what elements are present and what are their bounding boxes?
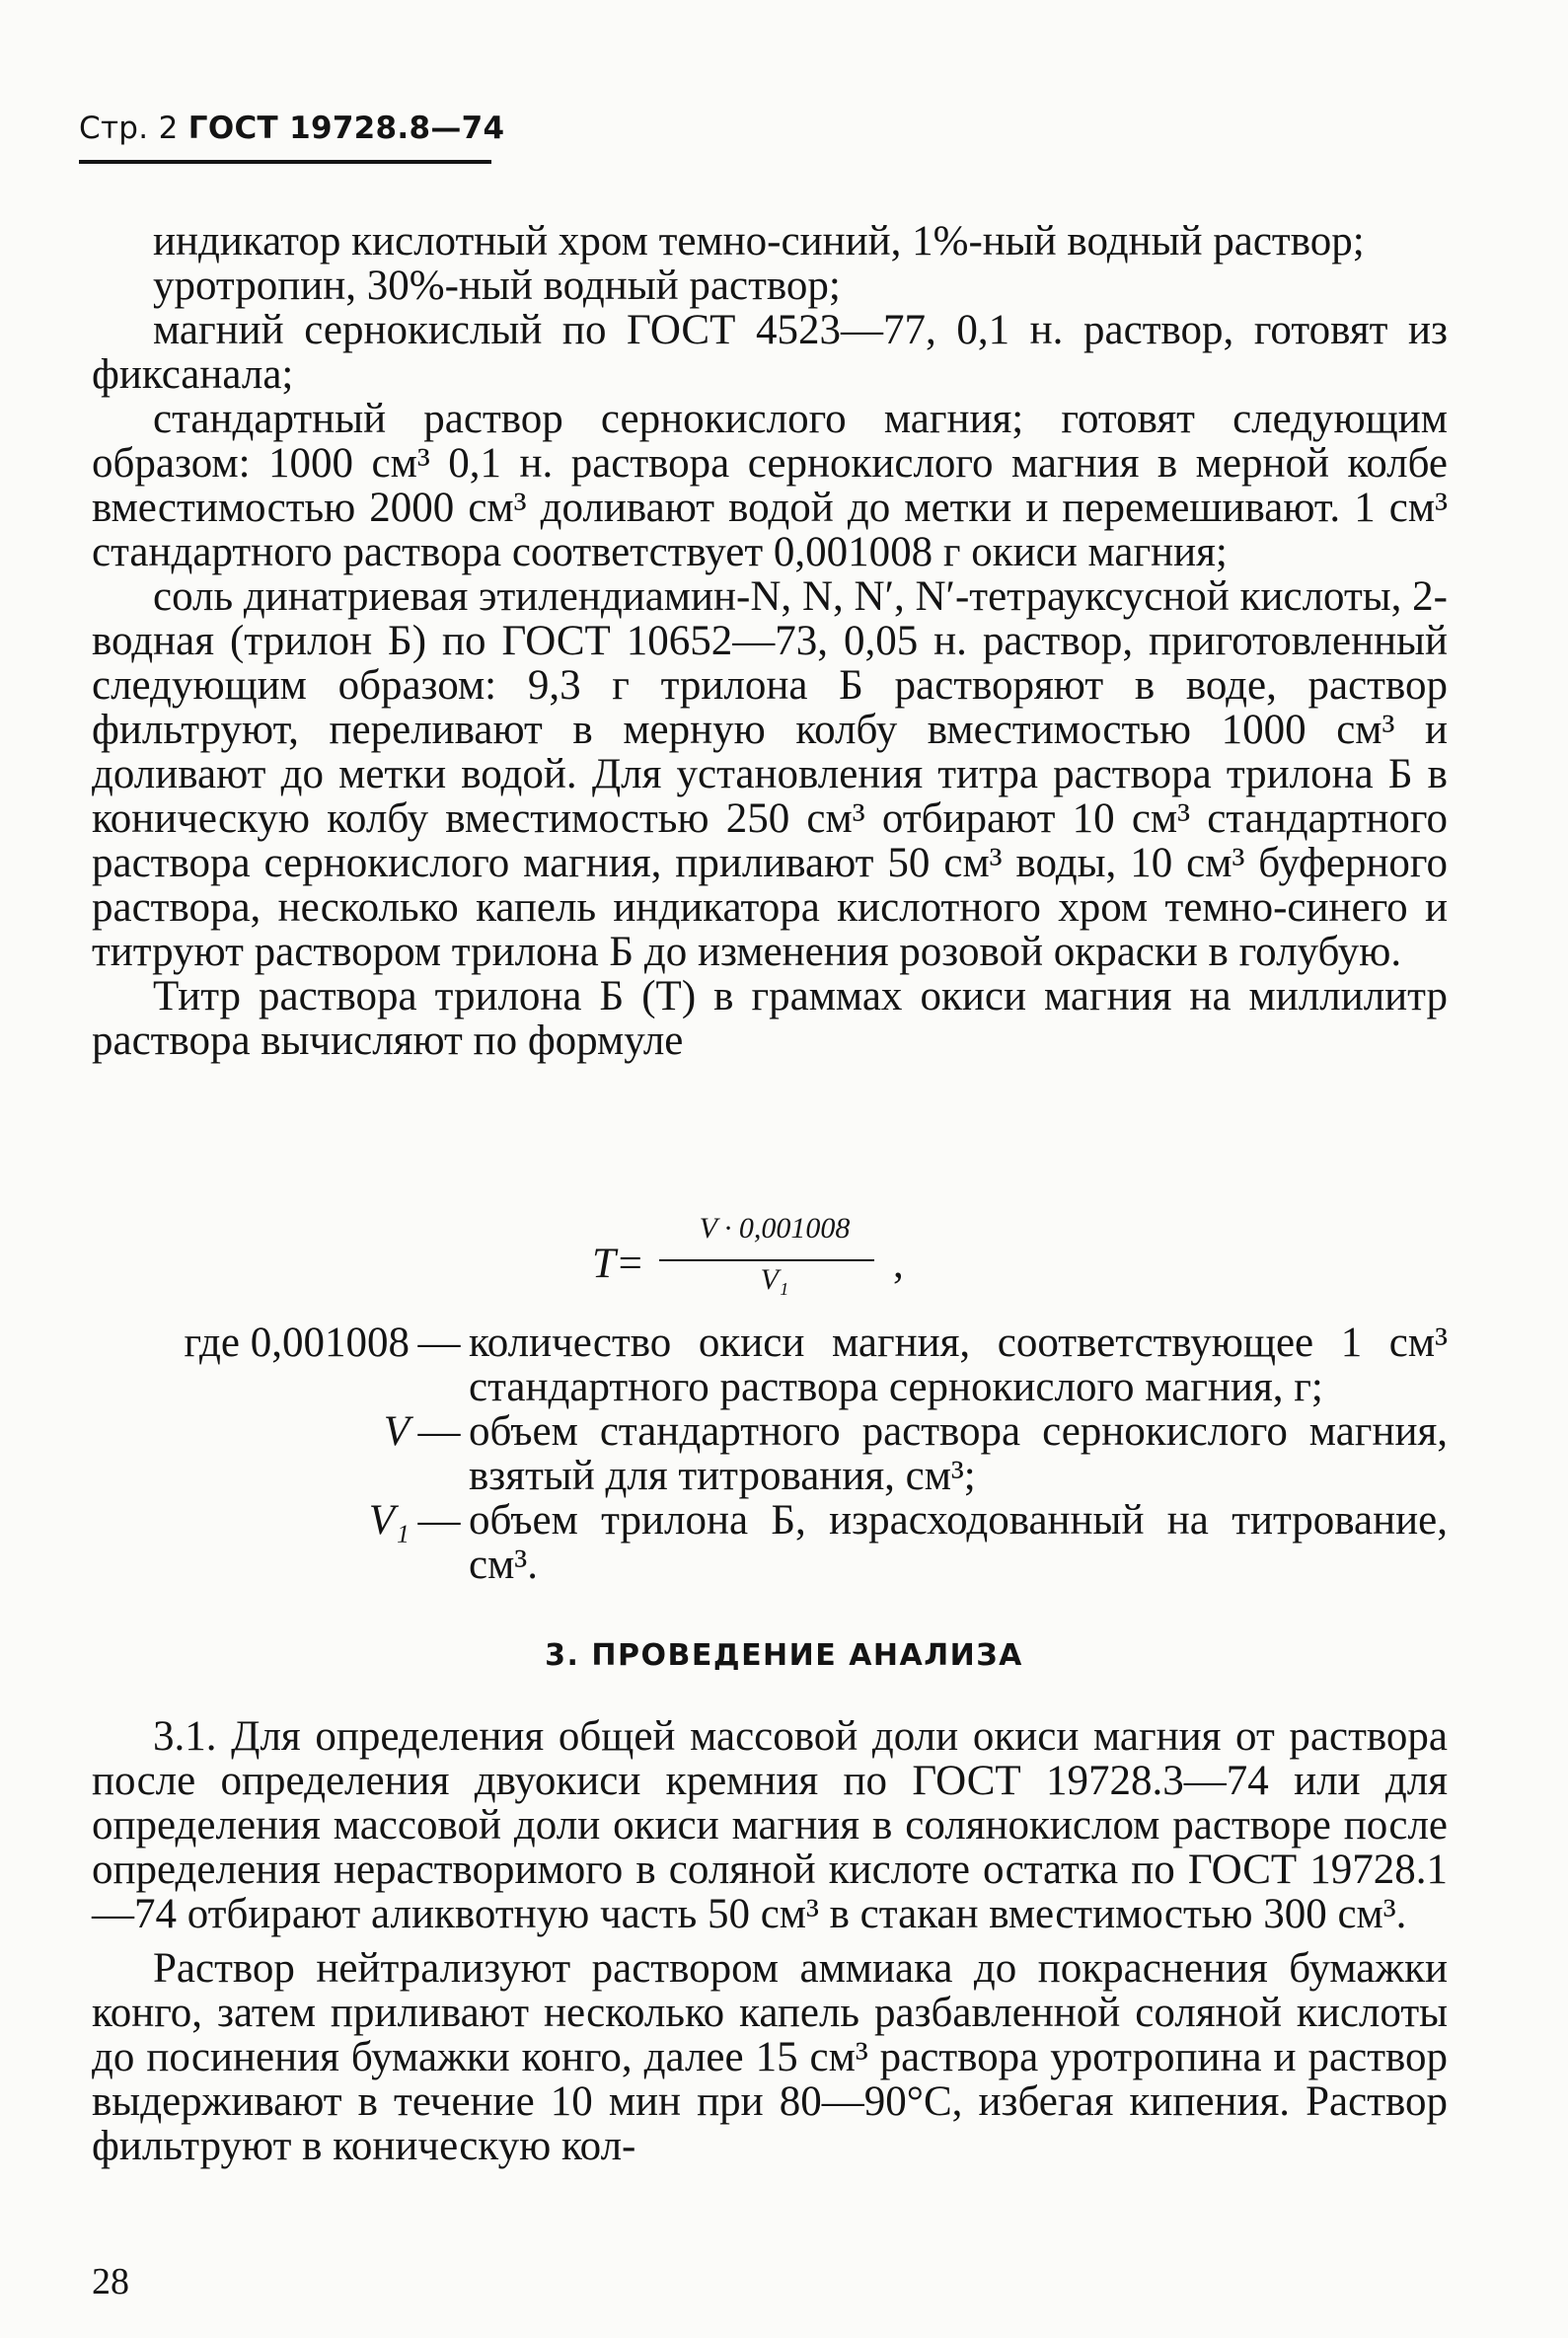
definition-dash: — bbox=[417, 1320, 461, 1366]
formula-lhs: T= bbox=[592, 1241, 644, 1287]
definition-text: количество окиси магния, соответствующее 1 см³ стандартного раствора сернокислого магния, г; bbox=[469, 1320, 1448, 1410]
definition-text: объем трилона Б, израсходованный на титрование, см³. bbox=[469, 1497, 1448, 1588]
analysis-text bbox=[92, 1714, 1448, 2168]
definition-dash: — bbox=[417, 1497, 461, 1544]
paragraph: уротропин, 30%-ный водный раствор; bbox=[153, 263, 841, 309]
definition-text: объем стандартного раствора сернокислого магния, взятый для титрования, см³; bbox=[469, 1408, 1448, 1499]
paragraph: стандартный раствор сернокислого магния; готовят следующим образом: 1000 см³ 0,1 н. раствора сернокислого магния в мерной колбе вместимостью 2000 см³ доливают водой до метки и перемешивают. 1 см³ стандартного раствора соответствует 0,001008 г окиси магния; bbox=[92, 396, 1448, 575]
definition-term: V₁ bbox=[368, 1497, 410, 1544]
paragraph: соль динатриевая этилендиамин-N, N, N′, N′-тетрауксусной кислоты, 2-водная (трилон Б) по ГОСТ 10652—73, 0,05 н. раствор, приготовленный следующим образом: 9,3 г трилона Б растворяют в воде, раствор фильтруют, переливают в мерную колбу вместимостью 1000 см³ и доливают до метки водой. Для установления титра раствора трилона Б в коническую колбу вместимостью 250 см³ отбирают 10 см³ стандартного раствора сернокислого магния, приливают 50 см³ воды, 10 см³ буферного раствора, несколько капель индикатора кислотного хром темно-синего и титруют раствором трилона Б до изменения розовой окраски в голубую. bbox=[92, 573, 1448, 975]
definition-row bbox=[92, 1409, 1448, 1498]
paragraph: Раствор нейтрализуют раствором аммиака до покраснения бумажки конго, затем приливают несколько капель разбавленной соляной кислоты до посинения бумажки конго, далее 15 см³ раствора уротропина и раствор выдерживают в течение 10 мин при 80—90°С, избегая кипения. Раствор фильтруют в коническую кол- bbox=[92, 1945, 1448, 2169]
paragraph: индикатор кислотный хром темно-синий, 1%-ный водный раствор; bbox=[153, 218, 1365, 264]
page-label: Стр. 2 bbox=[79, 111, 179, 146]
materials-list bbox=[92, 219, 1448, 1063]
page-number: 28 bbox=[92, 2261, 129, 2302]
standard-number: ГОСТ 19728.8—74 bbox=[187, 111, 505, 146]
paragraph: 3.1. Для определения общей массовой доли окиси магния от раствора после определения двуокиси кремния по ГОСТ 19728.3—74 или для определения массовой доли окиси магния в солянокислом растворе после определения нерастворимого в соляной кислоте остатка по ГОСТ 19728.1—74 отбирают аликвотную часть 50 см³ в стакан вместимостью 300 см³. bbox=[92, 1713, 1448, 1937]
fraction-bar bbox=[659, 1259, 874, 1261]
formula-numerator: V · 0,001008 bbox=[699, 1212, 851, 1244]
definition-lead: где bbox=[184, 1320, 240, 1366]
formula-denominator: V₁ bbox=[760, 1263, 789, 1296]
definition-row bbox=[92, 1498, 1448, 1587]
formula-definitions bbox=[92, 1320, 1448, 1587]
header-rule bbox=[79, 160, 491, 164]
definition-term: V bbox=[383, 1408, 410, 1455]
definition-dash: — bbox=[417, 1408, 461, 1455]
running-header bbox=[79, 111, 504, 146]
paragraph: Титр раствора трилона Б (Т) в граммах окиси магния на миллилитр раствора вычисляют по формуле bbox=[92, 973, 1448, 1064]
paragraph: магний сернокислый по ГОСТ 4523—77, 0,1 н. раствор, готовят из фиксанала; bbox=[92, 307, 1448, 398]
definition-row bbox=[92, 1320, 1448, 1409]
section-title: 3. ПРОВЕДЕНИЕ АНАЛИЗА bbox=[545, 1638, 1023, 1673]
definition-term: где 0,001008 bbox=[184, 1320, 410, 1366]
formula-comma: , bbox=[893, 1241, 904, 1287]
